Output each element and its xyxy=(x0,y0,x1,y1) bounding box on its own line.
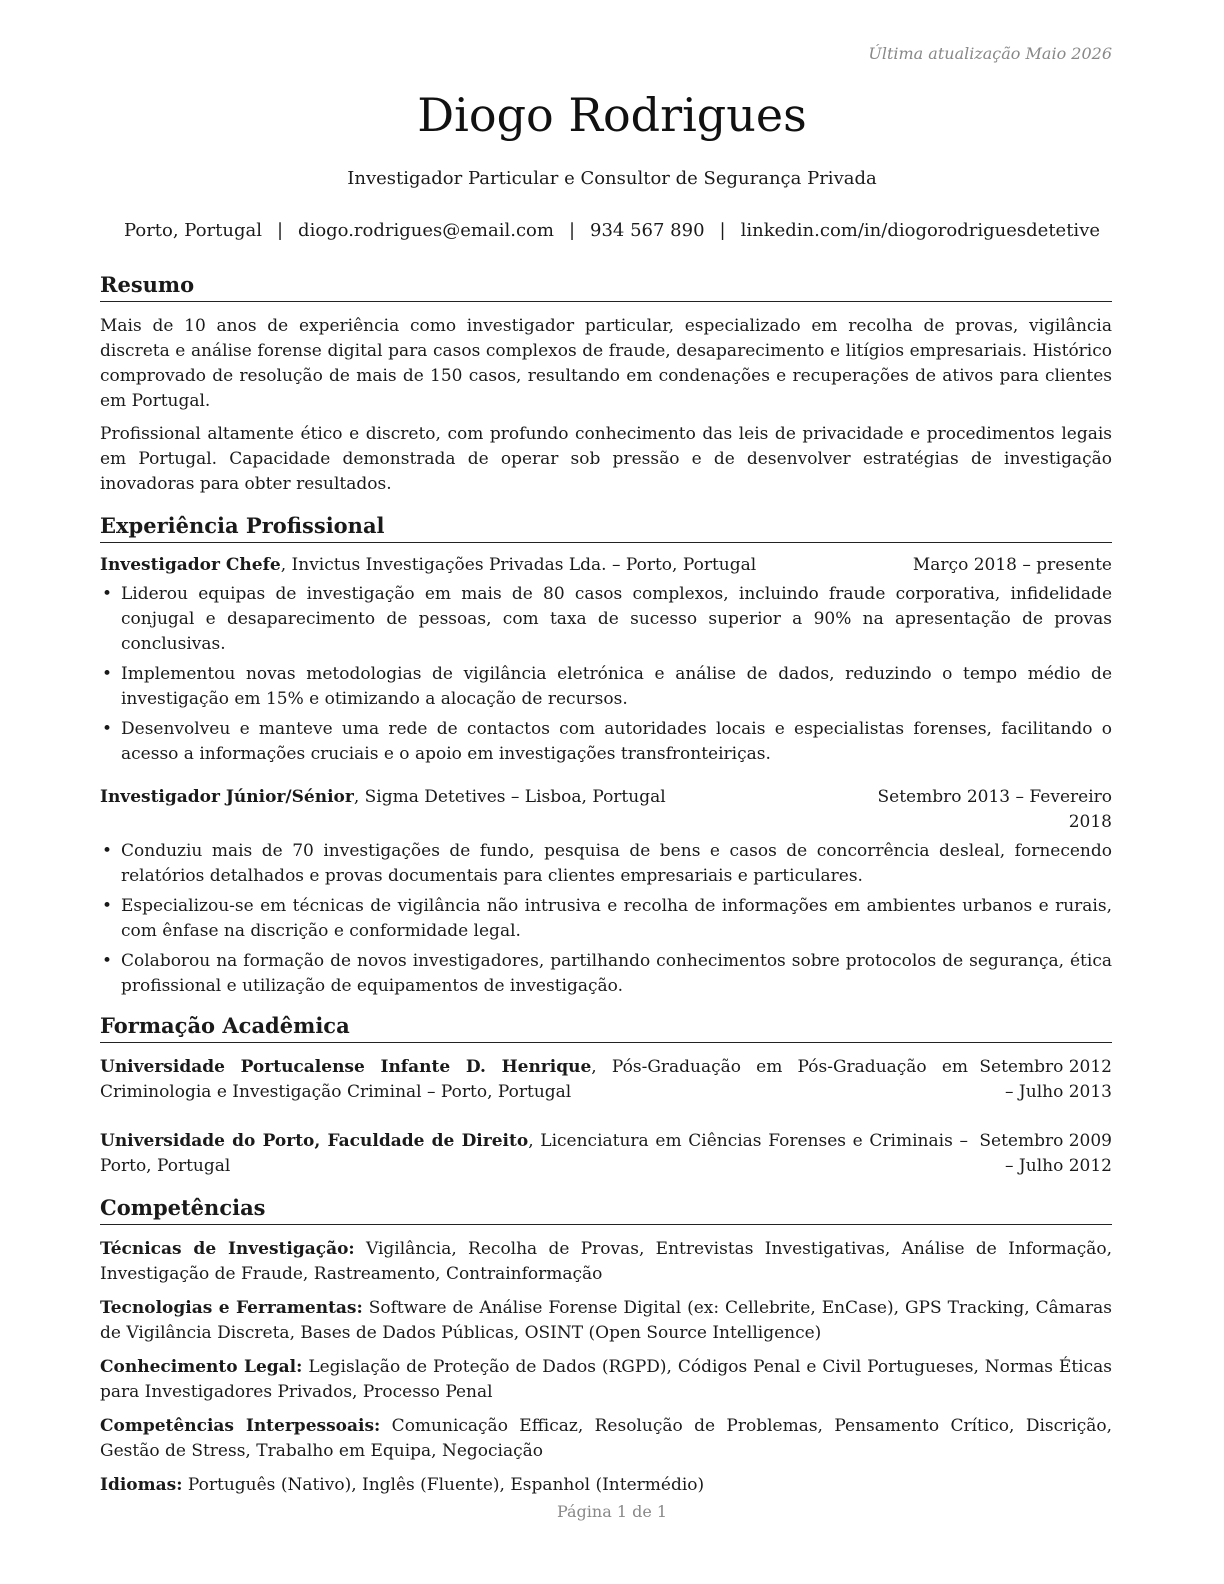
list-item: • Colaborou na formação de novos investigadores, partilhando conhecimentos sobre protocolos de segurança, ética profissional e utilização de equipamentos de investigação. xyxy=(100,949,1112,999)
section-title: Competências xyxy=(100,1193,1112,1225)
summary-paragraph: Mais de 10 anos de experiência como investigador particular, especializado em recolha de provas, vigilância discreta e análise forense digital para casos complexos de fraude, desaparecimento e litígios empresariais. Histórico comprovado de resolução de mais de 150 casos, resultando em condenações e recuperações de ativos para clientes em Portugal. xyxy=(100,316,1112,411)
job-entry xyxy=(100,785,1112,999)
education-dates: Setembro 2012 – Julho 2013 xyxy=(979,1057,1112,1102)
skills-section xyxy=(100,1193,1112,1498)
list-item: • Especializou-se em técnicas de vigilância não intrusiva e recolha de informações em ambientes urbanos e rurais, com ênfase na discrição e conformidade legal. xyxy=(100,894,1112,944)
experience-section xyxy=(100,511,1112,999)
subtitle: Investigador Particular e Consultor de Segurança Privada xyxy=(347,168,877,189)
job-bullets xyxy=(100,839,1112,999)
contact-separator: | xyxy=(276,220,284,241)
education-entry xyxy=(100,1055,1112,1105)
skill-item xyxy=(100,1355,1112,1405)
summary-paragraph: Profissional altamente ético e discreto, com profundo conhecimento das leis de privacidade e procedimentos legais em Portugal. Capacidade demonstrada de operar sob pressão e de desenvolver estratégias de investigação inovadoras para obter resultados. xyxy=(100,424,1112,494)
skill-label: Idiomas: xyxy=(100,1475,183,1495)
contact-linkedin[interactable]: linkedin.com/in/diogorodriguesdetetive xyxy=(740,220,1101,241)
education-detail: , Licenciatura em Ciências Forenses e Criminais – Porto, Portugal xyxy=(100,1131,968,1176)
job-org: , Sigma Detetives – Lisboa, Portugal xyxy=(353,787,666,807)
skill-item xyxy=(100,1237,1112,1287)
list-item: • Conduziu mais de 70 investigações de fundo, pesquisa de bens e casos de concorrência desleal, fornecendo relatórios detalhados e provas documentais para clientes empresariais e particulares. xyxy=(100,839,1112,889)
skill-text: Comunicação Efficaz, Resolução de Problemas, Pensamento Crítico, Discrição, Gestão de Stress, Trabalho em Equipa, Negociação xyxy=(100,1416,1112,1461)
job-header xyxy=(100,785,1112,835)
job-org: , Invictus Investigações Privadas Lda. – Porto, Portugal xyxy=(280,555,757,575)
skill-text: Legislação de Proteção de Dados (RGPD), Códigos Penal e Civil Portugueses, Normas Éticas para Investigadores Privados, Processo Penal xyxy=(100,1357,1112,1402)
skill-item xyxy=(100,1296,1112,1346)
last-updated: Última atualização Maio 2026 xyxy=(868,44,1112,63)
education-school: Universidade Portucalense Infante D. Henrique xyxy=(100,1057,592,1077)
section-title: Experiência Profissional xyxy=(100,511,1112,543)
contact-separator: | xyxy=(568,220,576,241)
page-title: Diogo Rodrigues xyxy=(417,88,807,142)
summary-section xyxy=(100,270,1112,497)
education-section xyxy=(100,1011,1112,1179)
resume-content xyxy=(100,270,1112,1507)
contact-location: Porto, Portugal xyxy=(123,220,262,241)
contact-email[interactable]: diogo.rodrigues@email.com xyxy=(298,220,554,241)
contact-line xyxy=(0,220,1224,241)
contact-phone[interactable]: 934 567 890 xyxy=(590,220,705,241)
job-role: Investigador Chefe xyxy=(100,555,281,575)
list-item: • Liderou equipas de investigação em mais de 80 casos complexos, incluindo fraude corporativa, infidelidade conjugal e desaparecimento de pessoas, com taxa de sucesso superior a 90% na apresentação de provas conclusivas. xyxy=(100,582,1112,657)
skill-label: Conhecimento Legal: xyxy=(100,1357,303,1377)
skill-text: Português (Nativo), Inglês (Fluente), Espanhol (Intermédio) xyxy=(182,1475,705,1495)
list-item: • Implementou novas metodologias de vigilância eletrónica e análise de dados, reduzindo o tempo médio de investigação em 15% e otimizando a alocação de recursos. xyxy=(100,662,1112,712)
section-title: Formação Acadêmica xyxy=(100,1011,1112,1043)
skill-label: Competências Interpessoais: xyxy=(100,1416,381,1436)
job-entry xyxy=(100,553,1112,767)
skill-text: Software de Análise Forense Digital (ex: Cellebrite, EnCase), GPS Tracking, Câmaras de Vigilância Discreta, Bases de Dados Públicas, OSINT (Open Source Intelligence) xyxy=(100,1298,1112,1343)
job-dates: Março 2018 – presente xyxy=(912,555,1112,575)
job-bullets xyxy=(100,582,1112,767)
section-title: Resumo xyxy=(100,270,1112,302)
skill-item xyxy=(100,1414,1112,1464)
list-item: • Desenvolveu e manteve uma rede de contactos com autoridades locais e especialistas forenses, facilitando o acesso a informações cruciais e o apoio em investigações transfronteiriças. xyxy=(100,717,1112,767)
education-dates: Setembro 2009 – Julho 2012 xyxy=(979,1131,1112,1176)
job-role: Investigador Júnior/Sénior xyxy=(100,787,354,807)
education-school: Universidade do Porto, Faculdade de Direito xyxy=(100,1131,529,1151)
job-header xyxy=(100,553,1112,578)
contact-separator: | xyxy=(719,220,726,241)
skill-label: Técnicas de Investigação: xyxy=(100,1239,355,1259)
page-number: Página 1 de 1 xyxy=(556,1502,668,1521)
education-entry xyxy=(100,1129,1112,1179)
education-detail: , Pós-Graduação em Pós-Graduação em Criminologia e Investigação Criminal – Porto, Portugal xyxy=(100,1057,969,1102)
skill-item xyxy=(100,1473,1112,1498)
skill-label: Tecnologias e Ferramentas: xyxy=(100,1298,363,1318)
job-dates: Setembro 2013 – Fevereiro 2018 xyxy=(877,787,1112,832)
skill-text: Vigilância, Recolha de Provas, Entrevistas Investigativas, Análise de Informação, Investigação de Fraude, Rastreamento, Contrainformação xyxy=(100,1239,1112,1284)
